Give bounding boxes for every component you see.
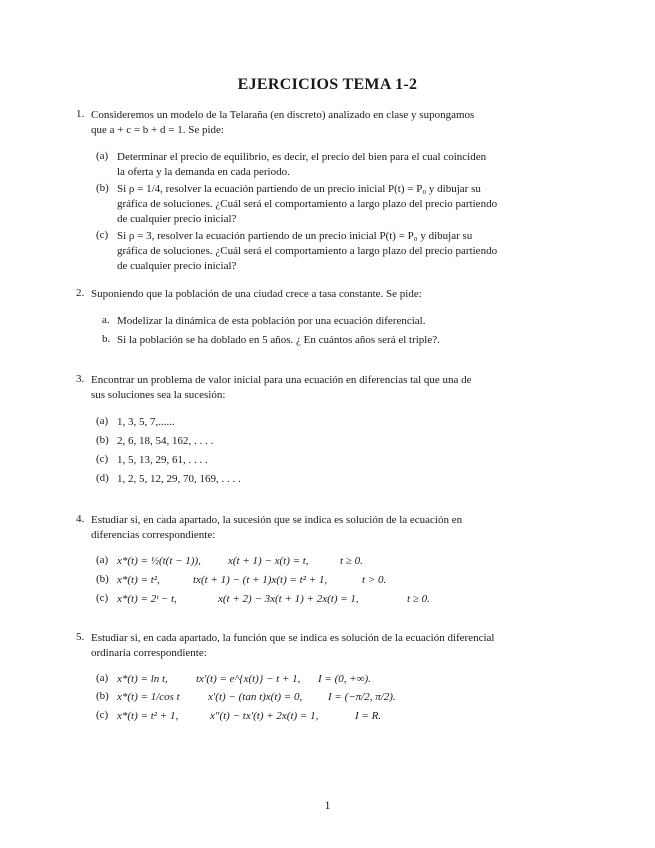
q4-item-a-label: (a) [96, 554, 109, 566]
q2-item-b-text: Si la población se ha doblado en 5 años. ¿ En cuántos años será el triple?. [117, 334, 440, 346]
q4-item-b-equation: tx(t + 1) − (t + 1)x(t) = t² + 1, [193, 574, 328, 586]
q5-item-a-equation: tx′(t) = e^{x(t)} − t + 1, [196, 673, 301, 685]
q3-item-b-label: (b) [96, 434, 109, 446]
q1-item-a-text [117, 150, 547, 180]
q5-item-b-label: (b) [96, 690, 109, 702]
q5-item-a-label: (a) [96, 672, 109, 684]
q5-item-b-solution: x*(t) = 1/cos t [117, 691, 180, 703]
q4-item-a-solution: x*(t) = ½(t(t − 1)), [117, 555, 201, 567]
q1-item-a-line-2: la oferta y la demanda en cada periodo. [117, 166, 290, 178]
q4-item-a-condition: t ≥ 0. [340, 555, 363, 567]
q4-item-c-label: (c) [96, 592, 109, 604]
q1-item-c-label: (c) [96, 229, 109, 241]
question-5-line-2: ordinaria correspondiente: [91, 647, 207, 659]
q4-item-b-solution: x*(t) = t², [117, 574, 160, 586]
question-1-line-1: Consideremos un modelo de la Telaraña (en discreto) analizado en clase y supongamos [91, 109, 475, 121]
question-3-text [91, 373, 547, 403]
q1-item-b-line-2: gráfica de soluciones. ¿Cuál será el comportamiento a largo plazo del precio partiendo [117, 198, 498, 210]
question-5-text [91, 631, 547, 661]
question-4-line-2: diferencias correspondiente: [91, 529, 216, 541]
q1-item-a-label: (a) [96, 150, 109, 162]
q1-item-b-line-1: Si ρ = 1/4, resolver la ecuación partiendo de un precio inicial P(t) = P₀ y dibujar su [117, 183, 481, 195]
question-5-number: 5. [76, 631, 85, 643]
page-number: 1 [324, 798, 331, 812]
q1-item-b-label: (b) [96, 182, 109, 194]
q5-item-c-solution: x*(t) = t² + 1, [117, 710, 179, 722]
q5-item-c-condition: I = R. [355, 710, 382, 722]
q5-item-b-equation: x′(t) − (tan t)x(t) = 0, [208, 691, 303, 703]
question-3-line-2: sus soluciones sea la sucesión: [91, 389, 226, 401]
question-1-text [91, 108, 547, 138]
question-4-line-1: Estudiar si, en cada apartado, la sucesión que se indica es solución de la ecuación en [91, 514, 463, 526]
q5-item-a-condition: I = (0, +∞). [318, 673, 371, 685]
q3-item-a-text: 1, 3, 5, 7,...... [117, 416, 175, 428]
q5-item-a-solution: x*(t) = ln t, [117, 673, 168, 685]
q1-item-b-line-3: de cualquier precio inicial? [117, 213, 237, 225]
q4-item-c-solution: x*(t) = 2ᵗ − t, [117, 593, 177, 605]
q1-item-c-line-2: gráfica de soluciones. ¿Cuál será el comportamiento a largo plazo del precio partiendo [117, 245, 498, 257]
question-3-number: 3. [76, 373, 85, 385]
question-1-line-2: que a + c = b + d = 1. Se pide: [91, 124, 224, 136]
q2-item-a-label: a. [102, 314, 110, 326]
q4-item-b-condition: t > 0. [362, 574, 387, 586]
q1-item-c-text [117, 229, 547, 274]
q3-item-a-label: (a) [96, 415, 109, 427]
question-1-number: 1. [76, 108, 85, 120]
q2-item-b-label: b. [102, 333, 111, 345]
q3-item-c-text: 1, 5, 13, 29, 61, . . . . [117, 454, 208, 466]
question-2-number: 2. [76, 287, 85, 299]
q4-item-c-condition: t ≥ 0. [407, 593, 430, 605]
page-title: EJERCICIOS TEMA 1-2 [237, 76, 418, 93]
question-3-line-1: Encontrar un problema de valor inicial para una ecuación en diferencias tal que una de [91, 374, 472, 386]
q4-item-a-equation: x(t + 1) − x(t) = t, [228, 555, 309, 567]
q5-item-c-equation: x″(t) − tx′(t) + 2x(t) = 1, [210, 710, 319, 722]
q3-item-d-text: 1, 2, 5, 12, 29, 70, 169, . . . . [117, 473, 241, 485]
q1-item-c-line-3: de cualquier precio inicial? [117, 260, 237, 272]
question-4-number: 4. [76, 513, 85, 525]
question-2-text: Suponiendo que la población de una ciudad crece a tasa constante. Se pide: [91, 288, 422, 300]
q1-item-a-line-1: Determinar el precio de equilibrio, es decir, el precio del bien para el cual coinciden [117, 151, 487, 163]
q3-item-c-label: (c) [96, 453, 109, 465]
q4-item-b-label: (b) [96, 573, 109, 585]
q1-item-b-text [117, 182, 547, 227]
question-5-line-1: Estudiar si, en cada apartado, la función que se indica es solución de la ecuación diferencial [91, 632, 495, 644]
q5-item-b-condition: I = (−π/2, π/2). [328, 691, 396, 703]
question-4-text [91, 513, 547, 543]
q4-item-c-equation: x(t + 2) − 3x(t + 1) + 2x(t) = 1, [218, 593, 359, 605]
q1-item-c-line-1: Si ρ = 3, resolver la ecuación partiendo de un precio inicial P(t) = P₀ y dibujar su [117, 230, 473, 242]
q5-item-c-label: (c) [96, 709, 109, 721]
q3-item-d-label: (d) [96, 472, 109, 484]
q2-item-a-text: Modelizar la dinámica de esta población por una ecuación diferencial. [117, 315, 426, 327]
q3-item-b-text: 2, 6, 18, 54, 162, . . . . [117, 435, 214, 447]
